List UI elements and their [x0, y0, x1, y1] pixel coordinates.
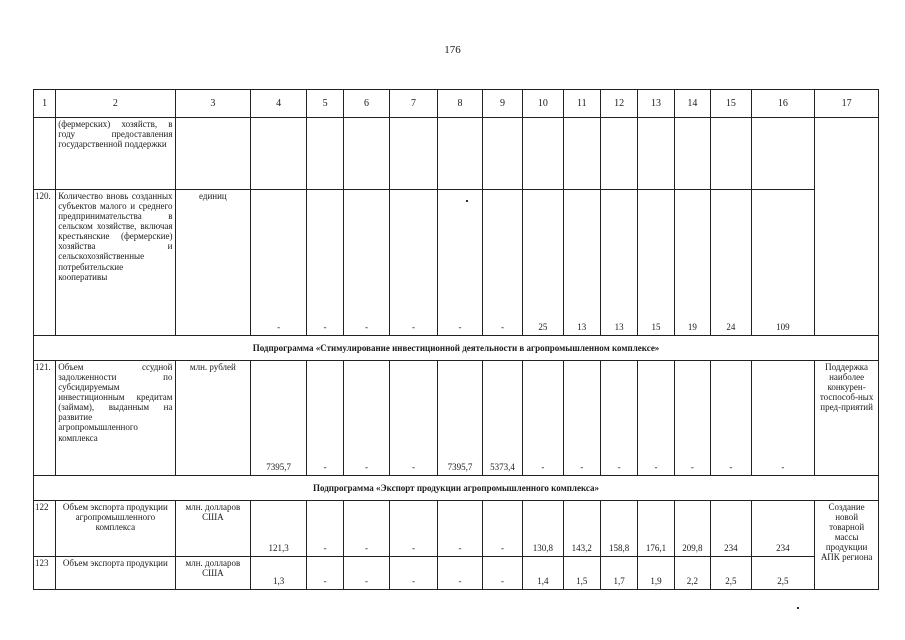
value-cell: 234	[711, 501, 751, 557]
indicator-name: Количество вновь созданных субъектов малого и среднего предпринимательства в сельском хозяйстве, включая крестьянские (фермерские) хозяйства и сельскохозяйственные потребительские кооперативы	[56, 190, 175, 336]
column-header: 17	[815, 90, 879, 118]
value-cell: 2,2	[674, 557, 710, 590]
table-row	[34, 190, 879, 336]
value-cell: -	[344, 190, 389, 336]
value-cell: 19	[674, 190, 710, 336]
value-cell: 1,5	[563, 557, 600, 590]
table-row	[34, 118, 879, 190]
value-cell	[600, 118, 637, 190]
value-cell: 130,8	[523, 501, 563, 557]
value-cell: -	[344, 557, 389, 590]
value-cell: -	[344, 361, 389, 476]
column-header: 15	[711, 90, 751, 118]
table-row	[34, 501, 879, 557]
value-cell: 1,7	[600, 557, 637, 590]
value-cell: -	[751, 361, 815, 476]
unit-cell: млн. рублей	[175, 361, 251, 476]
value-cell: -	[711, 361, 751, 476]
column-header: 2	[56, 90, 175, 118]
value-cell: -	[482, 190, 522, 336]
value-cell: -	[438, 501, 482, 557]
note-cell	[815, 118, 879, 336]
subprogram-row	[34, 336, 879, 361]
value-cell: 121,3	[251, 501, 307, 557]
value-cell: 25	[523, 190, 563, 336]
value-cell: -	[344, 501, 389, 557]
value-cell: -	[306, 557, 343, 590]
note-cell: Создание новой товарной массы продукции АПК региона	[815, 501, 879, 590]
row-number: 123	[34, 557, 56, 590]
scan-speck	[797, 607, 799, 609]
value-cell: 2,5	[711, 557, 751, 590]
unit-cell: млн. долларов США	[175, 557, 251, 590]
value-cell	[482, 118, 522, 190]
indicators-table	[33, 89, 879, 590]
subprogram-row	[34, 476, 879, 501]
column-header: 6	[344, 90, 389, 118]
value-cell	[523, 118, 563, 190]
value-cell: -	[389, 361, 438, 476]
column-header: 13	[638, 90, 674, 118]
value-cell	[344, 118, 389, 190]
value-cell: -	[389, 190, 438, 336]
column-header: 12	[600, 90, 637, 118]
value-cell: 234	[751, 501, 815, 557]
value-cell: -	[438, 557, 482, 590]
value-cell: 143,2	[563, 501, 600, 557]
scan-speck	[466, 200, 468, 202]
table-row	[34, 361, 879, 476]
value-cell	[674, 118, 710, 190]
row-number-cell	[34, 118, 56, 190]
value-cell: -	[482, 501, 522, 557]
row-number: 122	[34, 501, 56, 557]
value-cell: -	[306, 190, 343, 336]
value-cell: 7395,7	[438, 361, 482, 476]
value-cell	[438, 118, 482, 190]
value-cell: -	[389, 501, 438, 557]
value-cell: -	[600, 361, 637, 476]
column-header: 10	[523, 90, 563, 118]
unit-cell	[175, 118, 251, 190]
value-cell: -	[638, 361, 674, 476]
column-number-row	[34, 90, 879, 118]
value-cell: 13	[563, 190, 600, 336]
value-cell: -	[482, 557, 522, 590]
value-cell: 109	[751, 190, 815, 336]
value-cell: 1,9	[638, 557, 674, 590]
value-cell: -	[563, 361, 600, 476]
indicator-name: Объем ссудной задолженности по субсидируемым инвестиционным кредитам (займам), выданным на развитие агропромышленного комплекса	[56, 361, 175, 476]
unit-cell: единиц	[175, 190, 251, 336]
value-cell	[389, 118, 438, 190]
value-cell: 13	[600, 190, 637, 336]
value-cell: 7395,7	[251, 361, 307, 476]
value-cell: 15	[638, 190, 674, 336]
value-cell	[251, 118, 307, 190]
column-header: 1	[34, 90, 56, 118]
column-header: 5	[306, 90, 343, 118]
column-header: 9	[482, 90, 522, 118]
value-cell: 209,8	[674, 501, 710, 557]
indicator-name: Объем экспорта продукции	[56, 557, 175, 590]
value-cell: -	[674, 361, 710, 476]
column-header: 11	[563, 90, 600, 118]
value-cell	[563, 118, 600, 190]
page-number: 176	[444, 44, 461, 56]
row-number: 120.	[34, 190, 56, 336]
column-header: 8	[438, 90, 482, 118]
indicator-name: Объем экспорта продукции агропромышленного комплекса	[56, 501, 175, 557]
value-cell: -	[251, 190, 307, 336]
value-cell: -	[306, 501, 343, 557]
note-cell: Поддержка наиболее конкурен-тоспособ-ных пред-приятий	[815, 361, 879, 476]
value-cell: 5373,4	[482, 361, 522, 476]
value-cell: -	[306, 361, 343, 476]
table-row	[34, 557, 879, 590]
value-cell: -	[438, 190, 482, 336]
value-cell	[711, 118, 751, 190]
subprogram-title: Подпрограмма «Стимулирование инвестиционной деятельности в агропромышленном комплексе»	[34, 336, 879, 361]
column-header: 14	[674, 90, 710, 118]
row-number: 121.	[34, 361, 56, 476]
column-header: 3	[175, 90, 251, 118]
value-cell: 1,3	[251, 557, 307, 590]
column-header: 16	[751, 90, 815, 118]
value-cell: -	[389, 557, 438, 590]
value-cell: -	[523, 361, 563, 476]
value-cell: 176,1	[638, 501, 674, 557]
subprogram-title: Подпрограмма «Экспорт продукции агропромышленного комплекса»	[34, 476, 879, 501]
column-header: 4	[251, 90, 307, 118]
value-cell: 24	[711, 190, 751, 336]
column-header: 7	[389, 90, 438, 118]
value-cell: 2,5	[751, 557, 815, 590]
value-cell	[306, 118, 343, 190]
value-cell: 158,8	[600, 501, 637, 557]
indicator-name: (фермерских) хозяйств, в году предоставления государственной поддержки	[56, 118, 175, 190]
value-cell: 1,4	[523, 557, 563, 590]
value-cell	[751, 118, 815, 190]
unit-cell: млн. долларов США	[175, 501, 251, 557]
value-cell	[638, 118, 674, 190]
